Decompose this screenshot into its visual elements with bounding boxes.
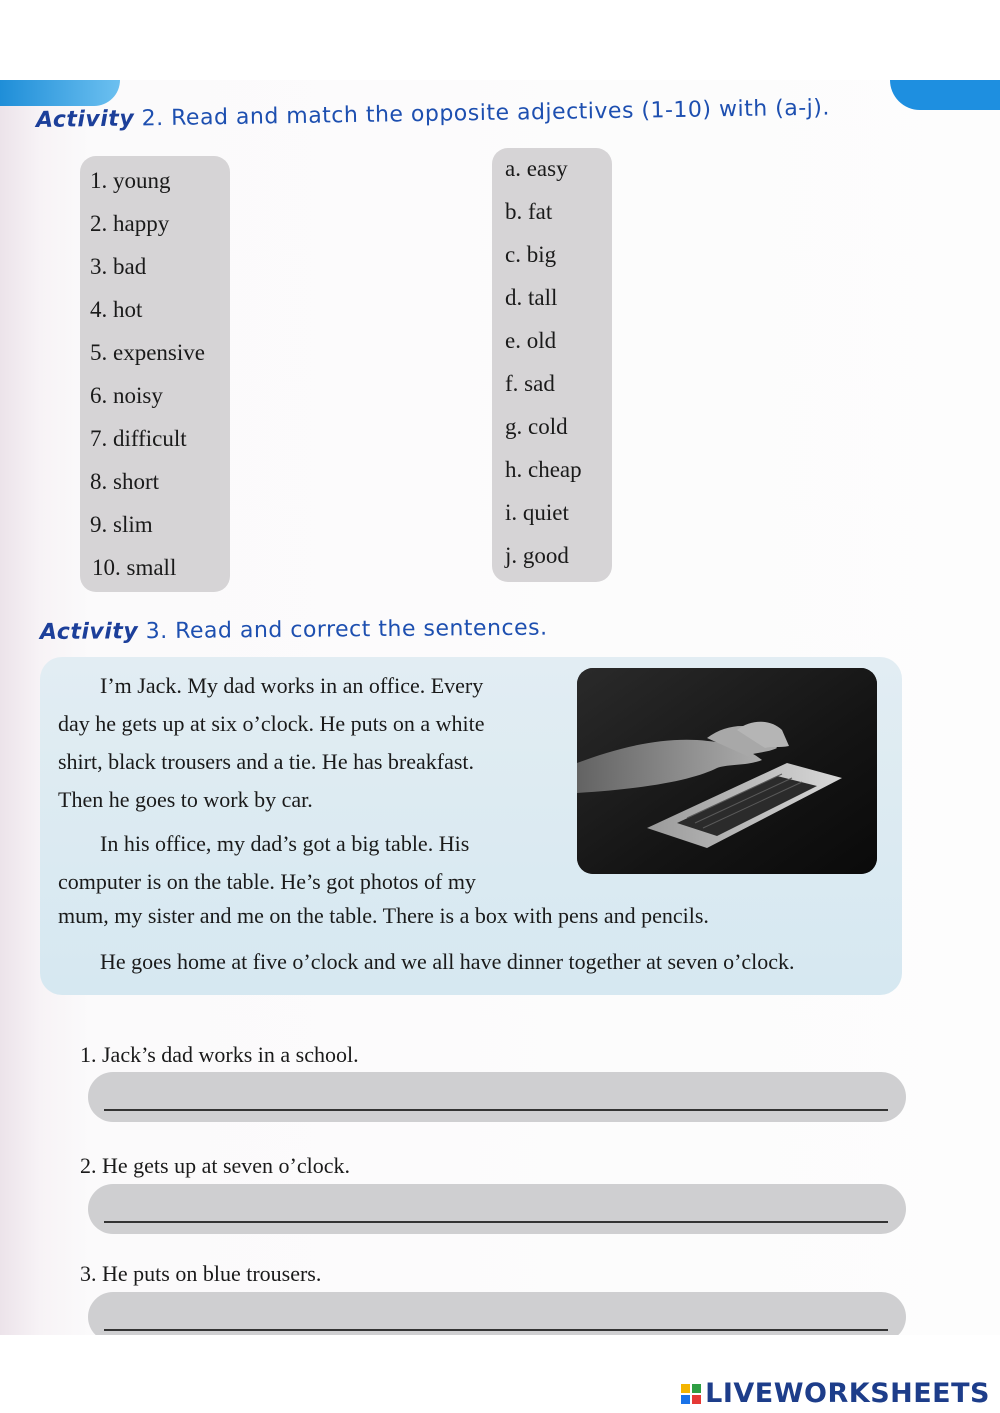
- activity-3-title: [40, 616, 548, 645]
- reading-line-2: day he gets up at six o’clock. He puts on a white: [58, 711, 485, 736]
- liveworksheets-brand: LIVEWORKSHEETS: [705, 1378, 990, 1409]
- activity-2-instruction: 2. Read and match the opposite adjectives (1-10) with (a-j).: [141, 95, 831, 132]
- question-3: 3. He puts on blue trousers.: [80, 1261, 322, 1286]
- left-item-3: 3. bad: [90, 254, 147, 279]
- answer-field-2[interactable]: [88, 1184, 906, 1234]
- activity-2-prefix: Activity: [35, 106, 135, 133]
- logo-square-4: [692, 1395, 701, 1404]
- reading-line-3: shirt, black trousers and a tie. He has breakfast.: [58, 749, 475, 774]
- question-2: 2. He gets up at seven o’clock.: [80, 1153, 351, 1178]
- activity-3-instruction: 3. Read and correct the sentences.: [145, 615, 548, 645]
- left-item-1: 1. young: [90, 168, 171, 193]
- reading-line-8: He goes home at five o’clock and we all have dinner together at seven o’clock.: [100, 949, 795, 974]
- right-item-j: j. good: [505, 543, 569, 568]
- answer-line-3: [104, 1329, 888, 1331]
- right-item-c: c. big: [505, 242, 557, 267]
- left-item-7: 7. difficult: [90, 426, 187, 451]
- header-stripe-left: [0, 80, 120, 106]
- answer-field-1[interactable]: [88, 1072, 906, 1122]
- question-1: 1. Jack’s dad works in a school.: [80, 1042, 359, 1067]
- right-item-b: b. fat: [505, 199, 553, 224]
- worksheet-page: [0, 80, 1000, 1335]
- logo-square-1: [681, 1384, 690, 1393]
- left-item-4: 4. hot: [90, 297, 143, 322]
- laptop-typing-icon: [577, 668, 877, 874]
- reading-line-6: computer is on the table. He’s got photos of my: [58, 869, 476, 894]
- reading-line-5: In his office, my dad’s got a big table. His: [100, 831, 470, 856]
- logo-square-2: [692, 1384, 701, 1393]
- logo-square-3: [681, 1395, 690, 1404]
- right-item-a: a. easy: [505, 156, 568, 181]
- answer-field-3[interactable]: [88, 1292, 906, 1335]
- right-item-i: i. quiet: [505, 500, 569, 525]
- activity-2-title: [36, 96, 830, 133]
- left-item-6: 6. noisy: [90, 383, 163, 408]
- reading-line-1: I’m Jack. My dad works in an office. Every: [100, 673, 484, 698]
- left-item-10: 10. small: [92, 555, 177, 580]
- left-item-9: 9. slim: [90, 512, 153, 537]
- liveworksheets-logo-icon: [681, 1384, 701, 1404]
- left-item-5: 5. expensive: [90, 340, 205, 365]
- reading-line-7: mum, my sister and me on the table. There is a box with pens and pencils.: [58, 903, 709, 928]
- right-item-e: e. old: [505, 328, 557, 353]
- right-item-h: h. cheap: [505, 457, 582, 482]
- reading-line-4: Then he goes to work by car.: [58, 787, 313, 812]
- right-item-f: f. sad: [505, 371, 555, 396]
- right-item-g: g. cold: [505, 414, 568, 439]
- answer-line-2: [104, 1221, 888, 1223]
- left-item-8: 8. short: [90, 469, 159, 494]
- answer-line-1: [104, 1109, 888, 1111]
- laptop-typing-photo: [577, 668, 877, 874]
- liveworksheets-footer: [681, 1378, 990, 1409]
- left-item-2: 2. happy: [90, 211, 170, 236]
- header-stripe-right: [890, 80, 1000, 110]
- activity-3-prefix: Activity: [39, 619, 139, 645]
- right-item-d: d. tall: [505, 285, 558, 310]
